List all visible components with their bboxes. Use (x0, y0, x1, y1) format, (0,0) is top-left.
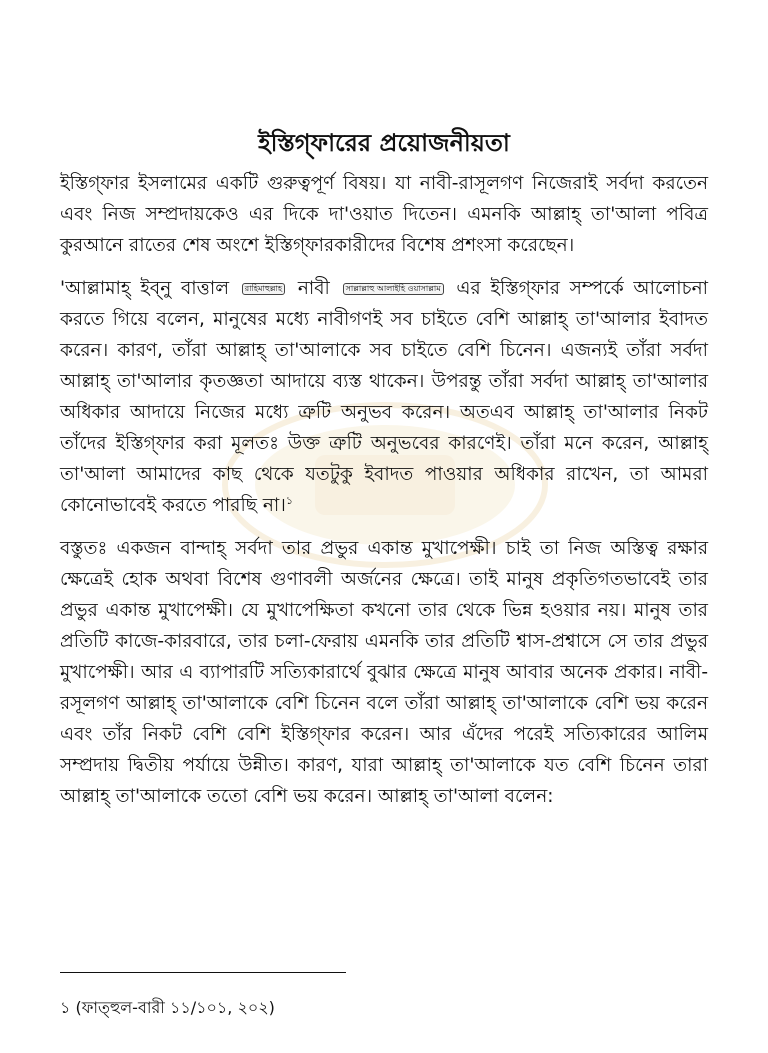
footnote-reference[interactable]: ১ (285, 493, 293, 507)
paragraph-2-part-c: এর ইস্তিগ্‌ফার সম্পর্কে আলোচনা করতে গিয়ে বলেন, মানুষের মধ্যে নাবীগণই সব চাইতে বেশি আল্লাহ্‌ তা'আলার ইবাদত করেন। কারণ, তাঁরা আল্লাহ্‌ তা'আলাকে সব চাইতে বেশি চিনেন। এজন্যই তাঁরা সর্বদা আল্লাহ্‌ তা'আলার কৃতজ্ঞতা আদায়ে ব্যস্ত থাকেন। উপরন্তু তাঁরা সর্বদা আল্লাহ্‌ তা'আলার অধিকার আদায়ে নিজের মধ্যে ত্রুটি অনুভব করেন। অতএব আল্লাহ্‌ তা'আলার নিকট তাঁদের ইস্তিগ্‌ফার করা মূলতঃ উক্ত ত্রুটি অনুভবের কারণেই। তাঁরা মনে করেন, আল্লাহ্‌ তা'আলা আমাদের কাছ থেকে যতটুকু ইবাদত পাওয়ার অধিকার রাখেন, তা আমরা কোনোভাবেই করতে পারছি না। (60, 278, 708, 516)
paragraph-2-part-b: নাবী (297, 278, 330, 299)
paragraph-2 (60, 273, 708, 521)
footnote-text: ১ (ফাত্‌হুল-বারী ১১/১০১, ২০২) (60, 998, 275, 1017)
paragraph-2-part-a: 'আল্লামাহ্‌ ইব্‌নু বাত্তাল (60, 278, 230, 299)
paragraph-3: বস্তুতঃ একজন বান্দাহ্‌ সর্বদা তার প্রভুর একান্ত মুখাপেক্ষী। চাই তা নিজ অস্তিত্ব রক্ষার ক্ষেত্রেই হোক অথবা বিশেষ গুণাবলী অর্জনের ক্ষেত্রে। তাই মানুষ প্রকৃতিগতভাবেই তার প্রভুর একান্ত মুখাপেক্ষী। যে মুখাপেক্ষিতা কখনো তার থেকে ভিন্ন হওয়ার নয়। মানুষ তার প্রতিটি কাজে-কারবারে, তার চলা-ফেরায় এমনকি তার প্রতিটি শ্বাস-প্রশ্বাসে সে তার প্রভুর মুখাপেক্ষী। আর এ ব্যাপারটি সত্যিকারার্থে বুঝার ক্ষেত্রে মানুষ আবার অনেক প্রকার। নাবী-রসূলগণ আল্লাহ্‌ তা'আলাকে বেশি চিনেন বলে তাঁরা আল্লাহ্‌ তা'আলাকে বেশি ভয় করেন এবং তাঁর নিকট বেশি বেশি ইস্তিগ্‌ফার করেন। আর এঁদের পরেই সত্যিকারের আলিম সম্প্রদায় দ্বিতীয় পর্যায়ে উন্নীত। কারণ, যারা আল্লাহ্‌ তা'আলাকে যত বেশি চিনেন তারা আল্লাহ্‌ তা'আলাকে ততো বেশি ভয় করেন। আল্লাহ্‌ তা'আলা বলেন: (60, 538, 708, 807)
footnote-divider (60, 972, 346, 973)
paragraph-1: ইস্তিগ্‌ফার ইসলামের একটি গুরুত্বপূর্ণ বিষয়। যা নাবী-রাসূলগণ নিজেরাই সর্বদা করতেন এবং নিজ সম্প্রদায়কেও এর দিকে দা'ওয়াত দিতেন। এমনকি আল্লাহ্‌ তা'আলা পবিত্র কুরআনে রাতের শেষ অংশে ইস্তিগ্‌ফারকারীদের বিশেষ প্রশংসা করেছেন। (60, 173, 708, 256)
honorific-salawat: সাল্লাল্লাহু আলাইহি ওয়াসাল্লাম (343, 283, 444, 295)
honorific-rahimahullah: রাহিমাহুল্লাহ (242, 283, 285, 295)
main-text (60, 168, 708, 824)
page-title: ইস্তিগ্‌ফারের প্রয়োজনীয়তা (258, 129, 510, 157)
